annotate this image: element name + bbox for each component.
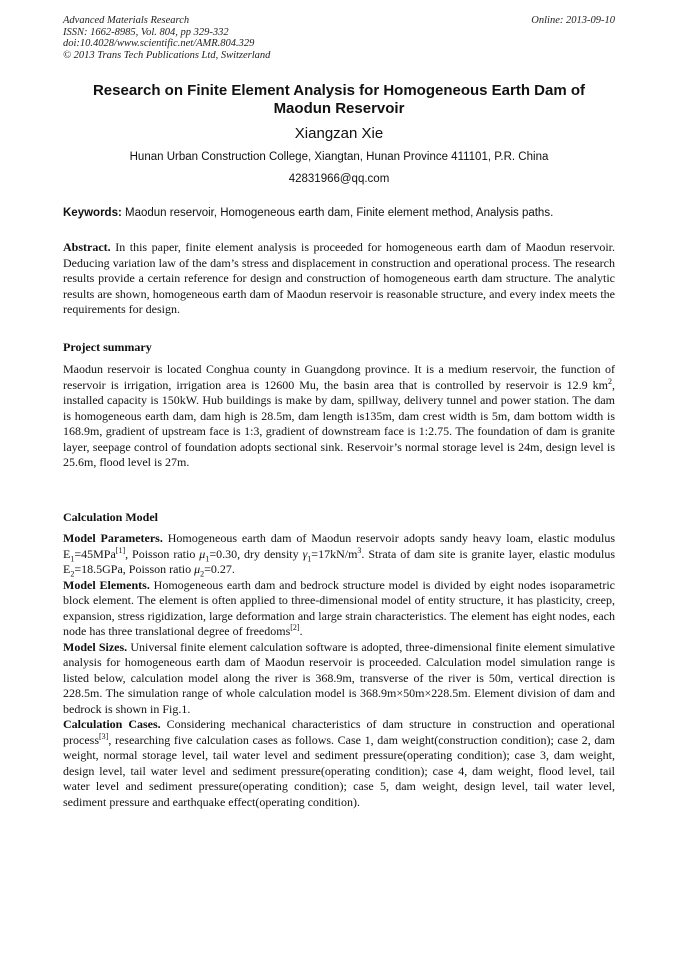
mu-symbol: μ: [199, 546, 206, 561]
section-heading-calculation-model: Calculation Model: [63, 510, 158, 524]
model-elements-tail: .: [299, 624, 303, 638]
project-summary-paragraph: [63, 362, 615, 471]
model-sizes-text: Universal finite element calculation software is adopted, three-dimensional finite element simulative analysis for homogeneous earth dam of Maodun reservoir is proceeded. Calculation model simulation range is listed below, calculation model along the river is 368.9m, transverse of the river is 50m, vertical direction is 228.5m. The simulation range of whole calculation model is 368.9m×50m×228.5m. Element division of dam and bedrock is shown in Fig.1.: [63, 639, 615, 716]
calculation-cases-label: Calculation Cases.: [63, 717, 161, 731]
params-sub-5: 2: [200, 569, 205, 579]
calculation-cases-paragraph: [63, 717, 615, 810]
params-text-3: , Poisson ratio: [125, 546, 200, 561]
citation-1: [1]: [115, 545, 126, 555]
params-text-4: =0.30, dry density: [209, 546, 303, 561]
params-text-7: =18.5GPa, Poisson ratio: [74, 562, 195, 576]
section-heading-project-summary: Project summary: [63, 340, 152, 354]
model-elements-paragraph: [63, 578, 615, 640]
author-affiliation: Hunan Urban Construction College, Xiangtan, Hunan Province 411101, P.R. China: [129, 151, 549, 163]
model-parameters-paragraph: [63, 531, 615, 578]
paper-title: Research on Finite Element Analysis for Homogeneous Earth Dam of Maodun Reservoir: [92, 82, 586, 117]
keywords-label: Keywords:: [63, 207, 122, 219]
superscript-2: 2: [608, 376, 612, 386]
params-text-1: Homogeneous earth dam of Maodun reservoir adopts sandy heavy loam, elastic modulus E: [63, 531, 615, 561]
params-sub-4: 2: [70, 569, 75, 579]
abstract: [63, 240, 615, 318]
mu2-symbol: μ: [194, 562, 201, 576]
copyright-line: © 2013 Trans Tech Publications Ltd, Switzerland: [63, 49, 271, 61]
params-text-2: =45MPa: [74, 546, 116, 561]
journal-header: [63, 15, 615, 61]
params-text-5: =17kN/m: [311, 546, 358, 561]
abstract-text: In this paper, finite element analysis is proceeded for homogeneous earth dam of Maodun reservoir. Deducing variation law of the dam’s stress and displacement in construction and operational process. The research results provide a certain reference for design and construction of homogeneous earth dam structure. The analytic results are shown, homogeneous earth dam of Maodun reservoir is reasonable structure, and every index meets the requirements for design.: [63, 240, 615, 316]
journal-name: Advanced Materials Research: [63, 15, 190, 26]
params-sub-3: 1: [307, 553, 312, 563]
gamma-symbol: γ: [302, 546, 308, 561]
citation-2: [2]: [290, 623, 300, 632]
author-name: Xiangzan Xie: [294, 125, 384, 142]
calculation-model-body: [63, 531, 615, 810]
model-elements-label: Model Elements.: [63, 577, 150, 592]
params-sup-3: 3: [357, 545, 362, 555]
calculation-cases-text-2: , researching five calculation cases as follows. Case 1, dam weight(construction condition); case 2, dam weight, normal storage level, tail water level and sediment pressure(operating condition); case 3, dam weight, design level, tail water level and sediment pressure(operating condition); case 4, dam weight, flood level, tail water level and sediment pressure(operating condition); case 5, dam weight, design level, tail water level, sediment pressure and earthquake effect(operating condition).: [63, 732, 615, 809]
keywords: [63, 206, 615, 220]
params-text-8: =0.27.: [204, 562, 235, 576]
project-text-b: , installed capacity is 150kW. Hub buildings is make by dam, spillway, delivery tunnel and power station. The dam is homogeneous earth dam, dam high is 28.5m, dam length is135m, dam crest width is 5m, dam bottom width is 168.9m, gradient of upstream face is 1:3, gradient of downstream face is 1:2.75. The foundation of dam is granite layer, seepage control of foundation adopts sectional sink. Reservoir’s normal storage level is 24m, design level is 25.6m, flood level is 27m.: [63, 377, 615, 469]
model-sizes-label: Model Sizes.: [63, 639, 128, 654]
issn-line: ISSN: 1662-8985, Vol. 804, pp 329-332: [63, 26, 229, 38]
online-date: Online: 2013-09-10: [531, 15, 615, 26]
model-parameters-label: Model Parameters.: [63, 531, 163, 545]
abstract-label: Abstract.: [63, 240, 111, 254]
model-sizes-paragraph: [63, 640, 615, 718]
calculation-cases-text-1: Considering mechanical characteristics of dam structure in construction and operational process: [63, 717, 615, 747]
params-sub-2: 1: [205, 553, 210, 563]
citation-3: [3]: [99, 731, 109, 741]
project-text-a: Maodun reservoir is located Conghua county in Guangdong province. It is a medium reservoir, the function of reservoir is irrigation, irrigation area is 12600 Mu, the basin area that is controlled by reservoir is 12.9 km: [63, 362, 615, 392]
params-sub-1: 1: [70, 553, 75, 563]
params-text-6: . Strata of dam site is granite layer, elastic modulus E: [63, 546, 615, 576]
keywords-text: Maodun reservoir, Homogeneous earth dam, Finite element method, Analysis paths.: [121, 207, 554, 219]
model-elements-text: Homogeneous earth dam and bedrock structure model is divided by eight nodes isoparametric block element. The element is often applied to three-dimensional model of entity structure, it has plasticity, creep, expansion, stress rigidization, large deformation and large strain characteristics. The element has eight nodes, each node has three translational degree of freedoms: [63, 577, 615, 638]
author-email: 42831966@qq.com: [288, 173, 390, 185]
doi-line: doi:10.4028/www.scientific.net/AMR.804.329: [63, 38, 255, 49]
